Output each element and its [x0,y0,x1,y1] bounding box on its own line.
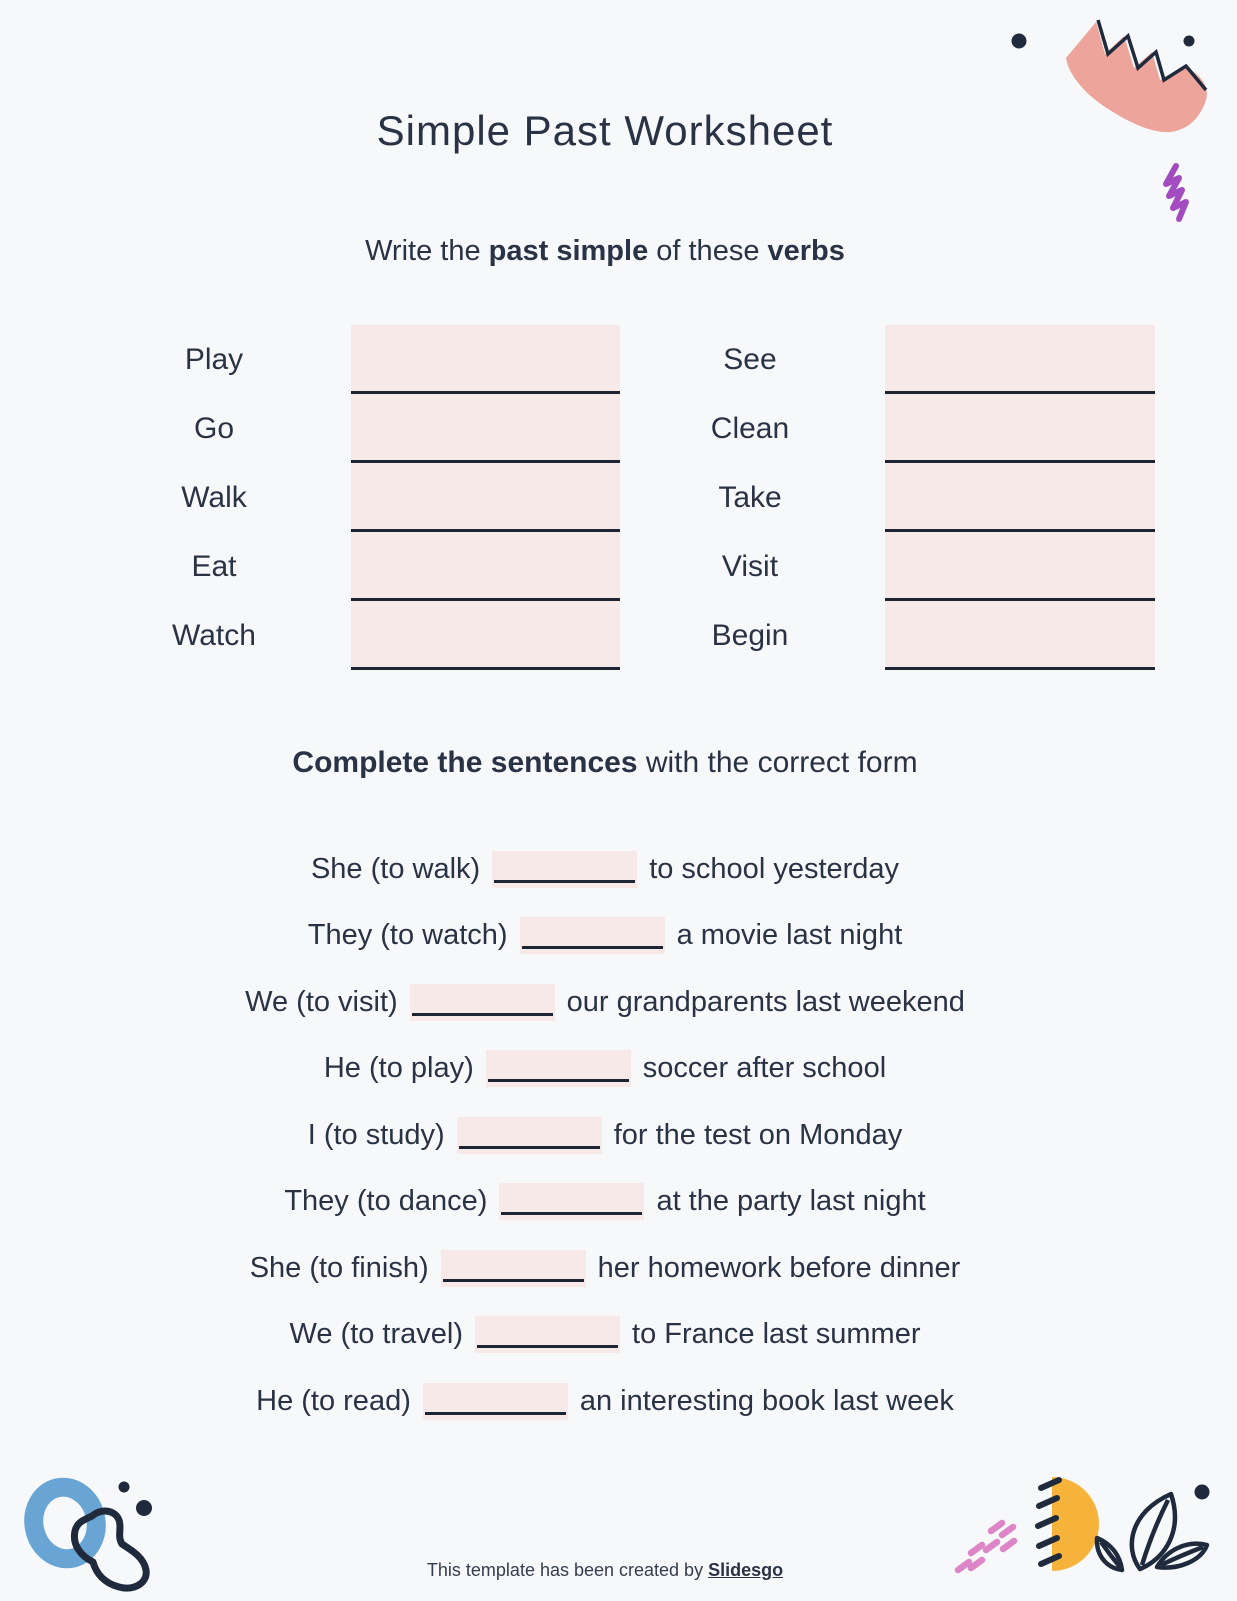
answer-box[interactable] [351,532,620,601]
instruction-text: Write the [365,235,489,267]
answer-box[interactable] [351,325,620,394]
slidesgo-link[interactable]: Slidesgo [708,1560,784,1580]
instruction-bold: Complete the sentences [292,746,638,779]
sentence-text-before: I (to study) [307,1118,445,1151]
verb-label: See [723,342,777,376]
sentence-row [0,1169,1210,1236]
verb-label: Go [193,411,235,445]
verb-label: Begin [711,618,789,652]
answer-blank[interactable] [423,1383,568,1420]
stitch-ticks-icon [1038,1480,1059,1564]
sentence-text-before: She (to finish) [249,1251,429,1284]
sentence-text-after: for the test on Monday [613,1118,903,1151]
sentence-row [0,836,1210,903]
sentence-row [0,1302,1210,1369]
sentence-row [0,1102,1210,1169]
sentence-row [0,1235,1210,1302]
sentence-text-after: to school yesterday [649,852,900,885]
sentence-text-before: They (to watch) [307,919,508,952]
instruction-text: of these [648,235,768,267]
answer-blank[interactable] [492,851,637,888]
instruction-text: with the correct form [637,746,918,779]
sentence-text-before: They (to dance) [284,1185,488,1218]
sentence-row [0,1036,1210,1103]
sentence-text-after: her homework before dinner [597,1251,961,1284]
sentence-list [0,836,1210,1435]
verb-labels-right [636,325,864,670]
sentence-text-before: She (to walk) [310,852,481,885]
verb-label: Watch [172,618,256,652]
verb-label: Walk [181,480,247,514]
verb-label: Eat [191,549,237,583]
verb-label: Play [184,342,244,376]
yellow-half-circle-icon [1052,1477,1099,1571]
sentence-text-after: an interesting book last week [579,1384,954,1417]
answer-blank[interactable] [499,1183,644,1220]
sentence-text-before: He (to play) [323,1052,474,1085]
sentence-row [0,969,1210,1036]
answer-box[interactable] [351,601,620,670]
answer-box[interactable] [351,394,620,463]
navy-dot-icon [1184,36,1195,47]
sentence-text-before: We (to travel) [289,1318,464,1351]
exercise2-instruction [0,748,1210,778]
black-zigzag-icon [1098,20,1206,90]
answer-box[interactable] [885,394,1155,463]
navy-dot-icon [136,1500,152,1516]
verb-label: Take [718,480,782,514]
answer-blank[interactable] [457,1117,602,1154]
navy-dot-icon [1195,1485,1210,1500]
sentence-text-after: soccer after school [642,1052,887,1085]
sentence-text-before: He (to read) [256,1384,411,1417]
verb-label: Visit [721,549,779,583]
verb-labels-left [100,325,328,670]
answer-box[interactable] [885,601,1155,670]
footer-text: This template has been created by [426,1560,709,1580]
answer-blank[interactable] [475,1316,620,1353]
navy-dot-icon [1012,34,1027,49]
instruction-bold: verbs [767,235,845,267]
sentence-row [0,903,1210,970]
footer [0,1560,1210,1582]
answer-blank[interactable] [441,1250,586,1287]
sentence-text-after: our grandparents last weekend [566,985,965,1018]
verb-answer-column-left [351,325,620,670]
leaf-branch-icon [1097,1494,1207,1570]
exercise1-instruction [0,237,1210,266]
answer-blank[interactable] [410,984,555,1021]
answer-box[interactable] [885,463,1155,532]
navy-dot-icon [119,1482,130,1493]
sentence-text-after: to France last summer [632,1318,921,1351]
purple-squiggle-icon [1166,166,1186,219]
answer-box[interactable] [885,532,1155,601]
answer-blank[interactable] [486,1050,631,1087]
answer-box[interactable] [351,463,620,532]
instruction-bold: past simple [488,235,649,267]
page-title: Simple Past Worksheet [376,107,834,154]
sentence-text-before: We (to visit) [245,985,398,1018]
blue-ring-icon [27,1481,103,1564]
answer-box[interactable] [885,325,1155,394]
answer-blank[interactable] [520,917,665,954]
sentence-text-after: at the party last night [656,1185,926,1218]
verb-answer-column-right [885,325,1155,670]
sentence-text-after: a movie last night [676,919,903,952]
sentence-row [0,1368,1210,1435]
verb-label: Clean [710,411,790,445]
